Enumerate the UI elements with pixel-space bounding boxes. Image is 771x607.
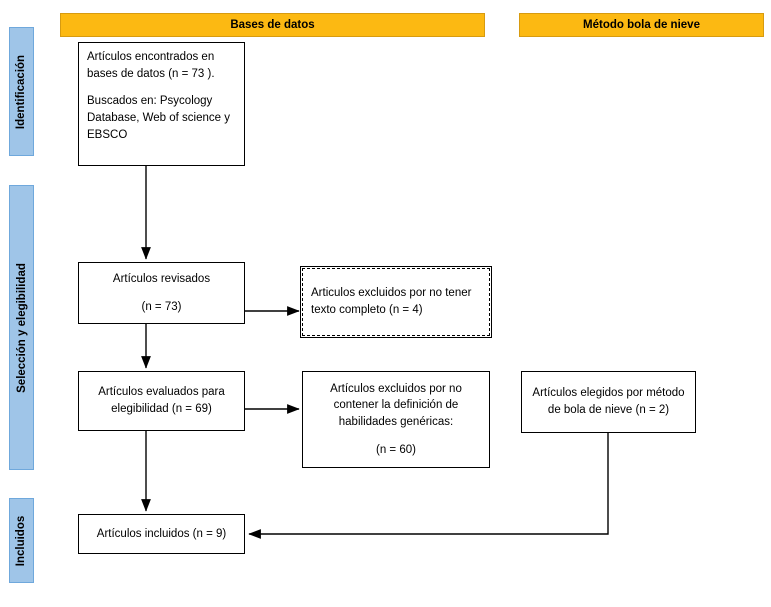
box-articulos-encontrados xyxy=(78,42,245,166)
box-articulos-revisados-line-1: Artículos revisados xyxy=(112,272,211,285)
stage-seleccion-elegibilidad xyxy=(9,185,34,470)
header-bola-de-nieve-label: Método bola de nieve xyxy=(583,19,700,31)
box-excluidos-texto-completo xyxy=(302,268,490,336)
box-articulos-revisados xyxy=(78,262,245,324)
stage-seleccion-elegibilidad-label: Selección y elegibilidad xyxy=(15,262,28,393)
box-bola-de-nieve xyxy=(521,371,696,433)
box-articulos-incluidos-line-1: Artículos incluidos (n = 9) xyxy=(96,527,227,540)
box-excluidos-definicion-line-2: (n = 60) xyxy=(376,443,416,456)
box-excluidos-texto-completo-line-1: Articulos excluidos por no tener texto completo (n = 4) xyxy=(311,287,472,316)
stage-incluidos-label: Incluidos xyxy=(15,515,28,566)
stage-identificacion-label: Identificación xyxy=(15,54,28,129)
box-articulos-encontrados-line-2: Buscados en: Psycology Database, Web of science y EBSCO xyxy=(87,95,230,141)
box-articulos-evaluados-line-1: Artículos evaluados para elegibilidad (n = 69) xyxy=(98,386,225,415)
box-articulos-revisados-line-2: (n = 73) xyxy=(141,300,182,313)
header-bases-de-datos-label: Bases de datos xyxy=(230,19,315,31)
box-bola-de-nieve-line-1: Artículos elegidos por método de bola de nieve (n = 2) xyxy=(532,387,685,416)
stage-incluidos xyxy=(9,498,34,583)
header-bola-de-nieve xyxy=(519,13,764,37)
box-articulos-encontrados-line-1: Artículos encontrados en bases de datos (n = 73 ). xyxy=(87,51,215,80)
stage-identificacion xyxy=(9,27,34,156)
header-bases-de-datos xyxy=(60,13,485,37)
box-articulos-evaluados xyxy=(78,371,245,431)
box-excluidos-definicion xyxy=(302,371,490,468)
box-excluidos-definicion-line-1: Artículos excluidos por no contener la definición de habilidades genéricas: xyxy=(330,382,462,428)
box-articulos-incluidos xyxy=(78,514,245,554)
